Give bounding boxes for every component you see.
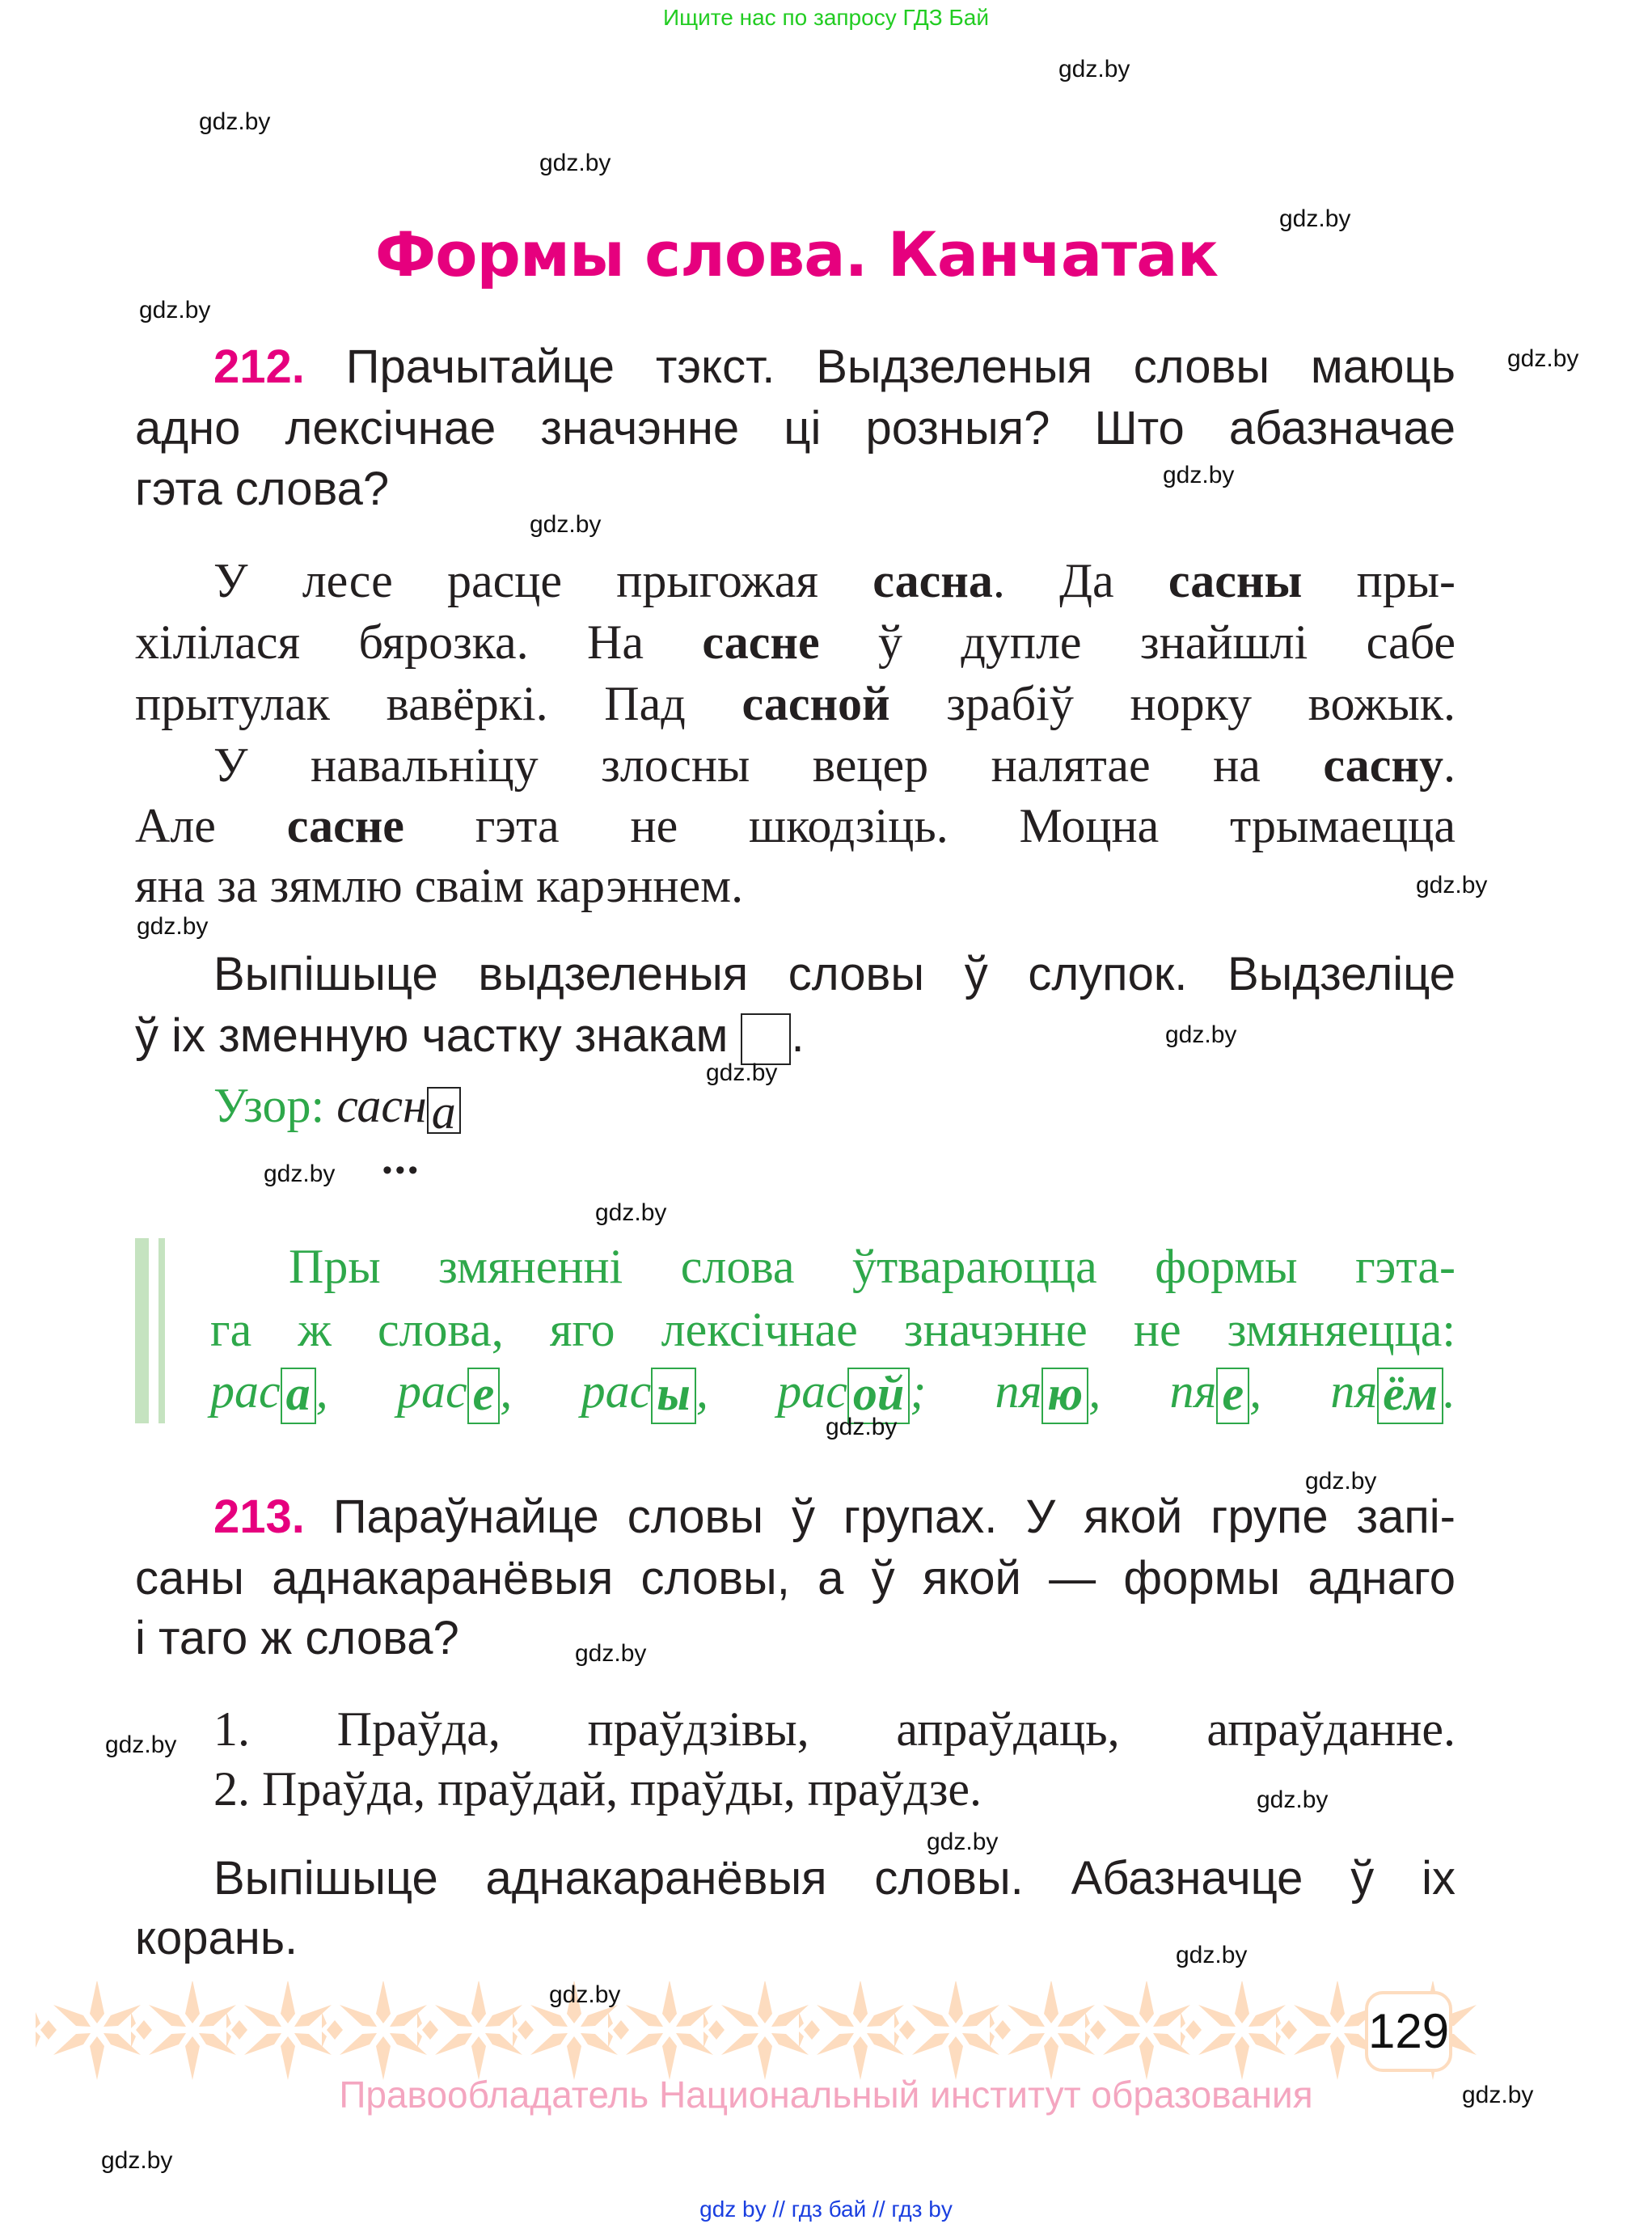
word-form	[995, 1364, 1101, 1421]
footer-links[interactable]: gdz by // гдз бай // гдз by	[699, 2197, 953, 2222]
watermark: gdz.by	[264, 1161, 336, 1187]
ornament-flake-icon	[417, 1981, 522, 2080]
ornament-flake-icon	[131, 1981, 236, 2080]
page-title: Формы слова. Канчатак	[374, 218, 1219, 290]
watermark: gdz.by	[530, 511, 602, 538]
word-stem: рас	[777, 1364, 847, 1418]
highlighted-word: сасной	[741, 677, 890, 730]
separator: ,	[1249, 1364, 1262, 1418]
watermark: gdz.by	[706, 1059, 778, 1086]
highlighted-word: сасны	[1168, 554, 1303, 607]
sample-label: Узор:	[213, 1079, 325, 1132]
word-stem: рас	[581, 1364, 652, 1418]
word-form	[396, 1364, 513, 1421]
watermark: gdz.by	[549, 1981, 621, 2008]
word-form	[581, 1364, 708, 1421]
ex212-line-3: гэта слова?	[135, 463, 390, 515]
story-line-2: хілілася бярозка. На сасне ў дупле знайшлі сабе	[135, 615, 1456, 669]
word-stem: пя	[1330, 1364, 1378, 1418]
ending-box-icon	[741, 1013, 791, 1065]
word-form	[210, 1364, 328, 1421]
watermark: gdz.by	[139, 297, 211, 323]
exercise-number: 213.	[213, 1490, 305, 1543]
sample-ending: а	[427, 1087, 461, 1134]
watermark: gdz.by	[1163, 462, 1235, 488]
task212-line-2: ў іх зменную частку знакам .	[135, 1005, 805, 1067]
search-banner[interactable]: Ищите нас по запросу ГДЗ Бай	[662, 5, 990, 30]
word-ending: ю	[1041, 1368, 1088, 1424]
watermark: gdz.by	[826, 1414, 898, 1440]
word-ending: е	[467, 1368, 501, 1424]
story-line-6: яна за зямлю сваім карэннем.	[135, 859, 744, 912]
text: Прачытайце тэкст. Выдзеленыя словы маюць	[345, 340, 1456, 393]
page-number: 129	[1365, 1991, 1452, 2072]
word-stem: рас	[210, 1364, 281, 1418]
watermark: gdz.by	[575, 1640, 647, 1667]
word-form	[1169, 1364, 1262, 1421]
story-line-5: Але сасне гэта не шкодзіць. Моцна трымаецца	[135, 799, 1456, 852]
word-ending: а	[281, 1368, 316, 1424]
rule-line-2: га ж слова, яго лексічнае значэнне не змяняецца:	[210, 1303, 1456, 1356]
word-stem: пя	[995, 1364, 1042, 1418]
word-ending: е	[1216, 1368, 1249, 1424]
task213-line-2: корань.	[135, 1912, 298, 1964]
separator: .	[1443, 1364, 1456, 1418]
story-line-3: прытулак вавёркі. Пад сасной зрабіў норку вожык.	[135, 677, 1456, 730]
separator: ,	[315, 1364, 328, 1418]
ornament-flake-icon	[1181, 1981, 1286, 2080]
separator: ,	[500, 1364, 513, 1418]
task212-line-1: Выпішыце выдзеленыя словы ў слупок. Выдзеліце	[213, 948, 1456, 1000]
word-form	[1330, 1364, 1456, 1421]
watermark: gdz.by	[1165, 1021, 1237, 1048]
separator: ,	[1088, 1364, 1101, 1418]
watermark: gdz.by	[137, 913, 209, 940]
watermark: gdz.by	[1416, 872, 1488, 898]
ex212-line-1	[213, 336, 1456, 398]
ellipsis: •••	[382, 1155, 421, 1186]
watermark: gdz.by	[101, 2147, 173, 2174]
ex212-line-2: адно лексічнае значэнне ці розныя? Што абазначае	[135, 402, 1456, 455]
word-stem: пя	[1169, 1364, 1217, 1418]
highlighted-word: сасну	[1323, 738, 1443, 792]
watermark: gdz.by	[105, 1731, 177, 1758]
ornament-flake-icon	[894, 1981, 999, 2080]
group-1: 1. Праўда, праўдзівы, апраўдаць, апраўданне.	[213, 1702, 1456, 1756]
rule-bar	[158, 1238, 165, 1423]
rule-bar	[135, 1238, 149, 1423]
word-ending: ём	[1377, 1368, 1443, 1424]
group-2: 2. Праўда, праўдай, праўды, праўдзе.	[213, 1762, 982, 1816]
task213-line-1: Выпішыце аднакаранёвыя словы. Абазначце ў іх	[213, 1852, 1456, 1905]
watermark: gdz.by	[1305, 1468, 1377, 1495]
watermark: gdz.by	[927, 1829, 999, 1855]
copyright-notice: Правообладатель Национальный институт образования	[339, 2074, 1313, 2116]
watermark: gdz.by	[1176, 1942, 1248, 1968]
ex213-line-1: 213. Параўнайце словы ў групах. У якой групе запі-	[213, 1490, 1456, 1543]
word-ending: ой	[847, 1368, 910, 1424]
ornament-flake-icon	[990, 1981, 1095, 2080]
highlighted-word: сасна	[872, 554, 993, 607]
separator: ;	[910, 1364, 927, 1418]
watermark: gdz.by	[595, 1199, 667, 1226]
word-form	[777, 1364, 927, 1421]
watermark: gdz.by	[1507, 345, 1579, 372]
ornament-flake-icon	[226, 1981, 332, 2080]
separator: ,	[695, 1364, 708, 1418]
word-stem: рас	[396, 1364, 467, 1418]
watermark: gdz.by	[1462, 2082, 1534, 2108]
watermark: gdz.by	[539, 150, 611, 176]
ornament-flake-icon	[36, 1981, 141, 2080]
rule-line-1: Пры змяненні слова ўтвараюцца формы гэта-	[289, 1240, 1456, 1293]
ornament-flake-icon	[799, 1981, 904, 2080]
highlighted-word: сасне	[702, 615, 820, 669]
watermark: gdz.by	[1058, 56, 1130, 82]
watermark: gdz.by	[199, 108, 271, 135]
story-line-4: У навальніцу злосны вецер налятае на сасну.	[213, 738, 1456, 792]
ornament-flake-icon	[1085, 1981, 1190, 2080]
ex213-line-3: і таго ж слова?	[135, 1612, 459, 1664]
watermark: gdz.by	[1257, 1786, 1329, 1813]
sample-line: Узор: сасн а	[213, 1075, 461, 1136]
watermark: gdz.by	[1279, 205, 1351, 232]
ex213-line-2: саны аднакаранёвыя словы, а ў якой — формы аднаго	[135, 1552, 1456, 1605]
word-ending: ы	[651, 1368, 696, 1424]
highlighted-word: сасне	[286, 799, 404, 852]
ornament-flake-icon	[608, 1981, 713, 2080]
ornament-flake-icon	[322, 1981, 427, 2080]
exercise-number: 212.	[213, 340, 305, 393]
story-line-1: У лесе расце прыгожая сасна. Да сасны пры-	[213, 554, 1456, 607]
ornament-flake-icon	[703, 1981, 809, 2080]
